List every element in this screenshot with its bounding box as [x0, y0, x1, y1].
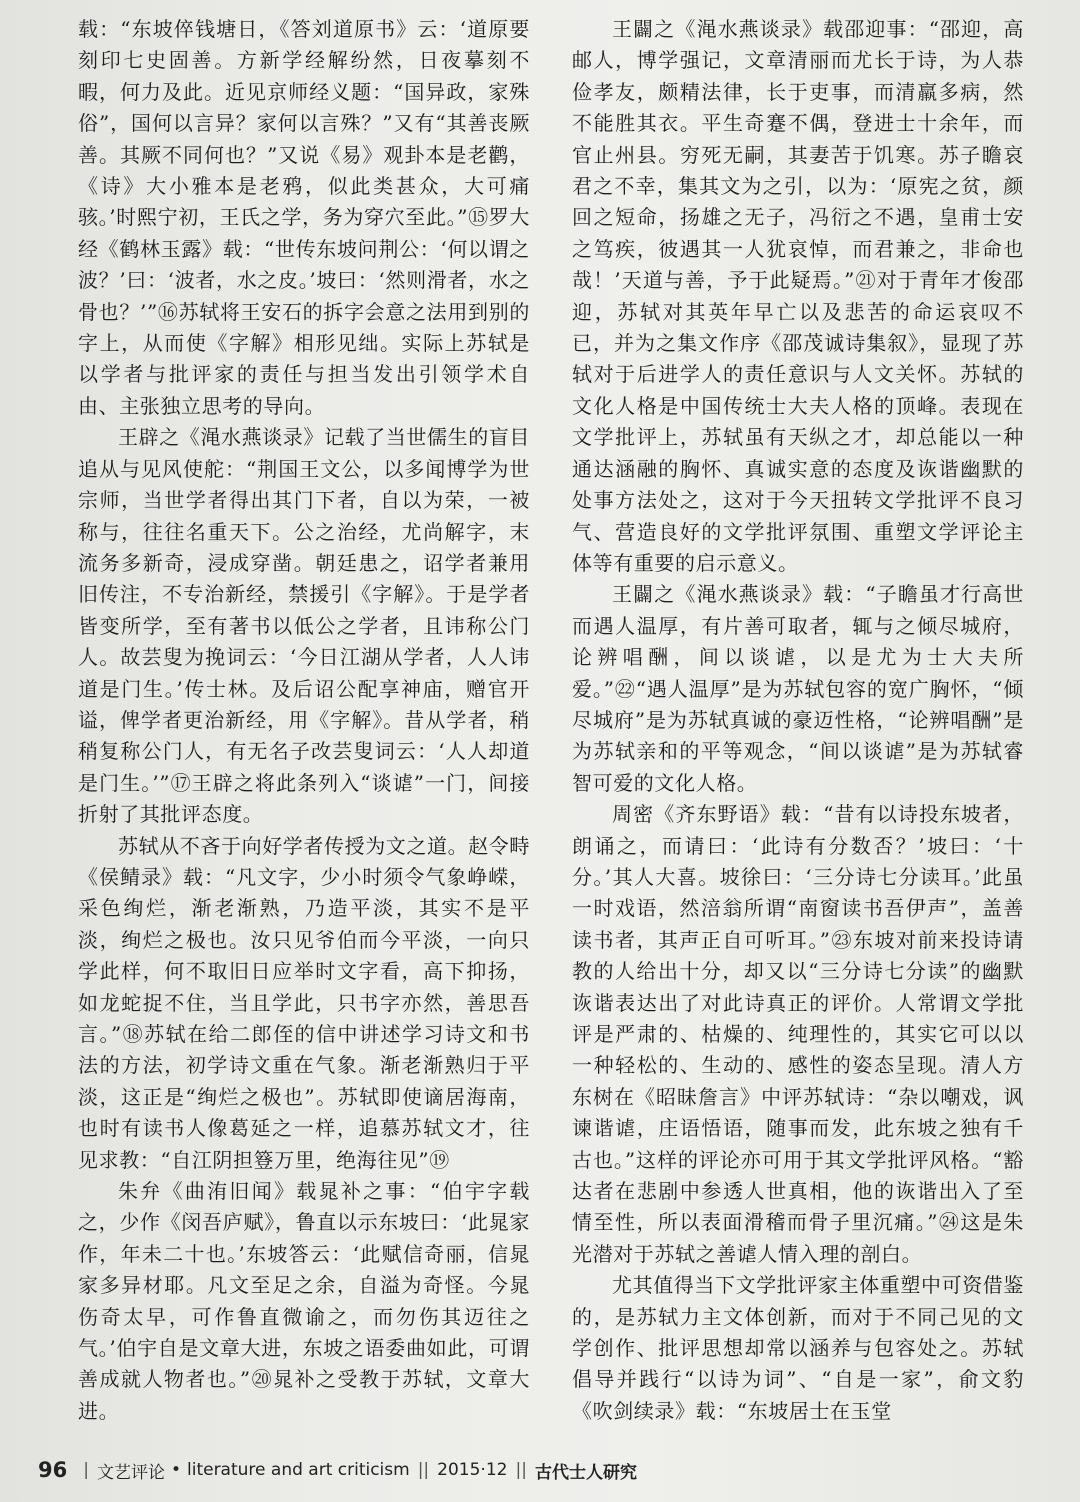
page-number: 96: [38, 1458, 68, 1482]
paragraph: 载：“东坡倅钱塘日，《答刘道原书》云：‘道原要刻印七史固善。方新学经解纷然，日夜摹刻不暇，何力及此。近见京师经义题：“国异政，家殊俗”，国何以言异？家何以言殊？”又有“其善丧厥善。其厥不同何也？”又说《易》观卦本是老鹳，《诗》大小雅本是老鸦，似此类甚众，大可痛骇。’时熙宁初，王氏之学，务为穿穴至此。”⑮罗大经《鹤林玉露》载：“世传东坡问荆公：‘何以谓之波？’曰：‘波者，水之皮。’坡曰：‘然则滑者，水之骨也？’”⑯苏轼将王安石的拆字会意之法用到别的字上，从而使《字解》相形见绌。实际上苏轼是以学者与批评家的责任与担当发出引领学术自由、主张独立思考的导向。: [78, 17, 530, 418]
divider: ||: [417, 1460, 430, 1480]
right-column: [572, 14, 1024, 1434]
paragraph: 周密《齐东野语》载：“昔有以诗投东坡者，朗诵之，而请曰：‘此诗有分数否？’坡曰：‘十分。’其人大喜。坡徐曰：‘三分诗七分读耳。’此虽一时戏语，然涪翁所谓“南窗读书吾伊声”，盖善读书者，其声正自可听耳。”㉓东坡对前来投诗请教的人给出十分，却又以“三分诗七分读”的幽默诙谐表达出了对此诗真正的评价。人常谓文学批评是严肃的、枯燥的、纯理性的，其实它可以以一种轻松的、生动的、感性的姿态呈现。清人方东树在《昭昧詹言》中评苏轼诗：“杂以嘲戏，讽谏谐谑，庄语悟语，随事而发，此东坡之独有千古也。”这样的评论亦可用于其文学批评风格。“豁达者在悲剧中参透人世真相，他的诙谐出入了至情至性，所以表面滑稽而骨子里沉痛。”㉔这是朱光潜对于苏轼之善谑人情入理的剖白。: [572, 802, 1024, 1266]
left-column: [78, 14, 530, 1434]
paragraph: 王闢之《渑水燕谈录》载：“子瞻虽才行高世而遇人温厚，有片善可取者，辄与之倾尽城府，论辨唱酬，间以谈谑，以是尤为士大夫所爱。”㉒“遇人温厚”是为苏轼包容的宽广胸怀，“倾尽城府”是为苏轼真诚的豪迈性格，“论辨唱酬”是为苏轼亲和的平等观念，“间以谈谑”是为苏轼睿智可爱的文化人格。: [572, 582, 1024, 795]
paragraph: 尤其值得当下文学批评家主体重塑中可资借鉴的，是苏轼力主文体创新，而对于不同己见的文学创作、批评思想却常以涵养与包容处之。苏轼倡导并践行“以诗为词”、“自是一家”，俞文豹《吹剑续录》载：“东坡居士在玉堂: [572, 1273, 1024, 1423]
page-footer: [38, 1455, 1038, 1485]
issue-number: 2015·12: [437, 1460, 508, 1480]
paragraph: 苏轼从不吝于向好学者传授为文之道。赵令畤《侯鲭录》载：“凡文字，少小时须令气象峥嵘，采色绚烂，渐老渐熟，乃造平淡，其实不是平淡，绚烂之极也。汝只见爷伯而今平淡，一向只学此样，何不取旧日应举时文字看，高下抑扬，如龙蛇捉不住，当且学此，只书字亦然，善思吾言。”⑱苏轼在给二郎侄的信中讲述学习诗文和书法的方法，初学诗文重在气象。渐老渐熟归于平淡，这正是“绚烂之极也”。苏轼即使谪居海南，也时有读书人像葛延之一样，追慕苏轼文才，往见求教：“自江阴担簦万里，绝海往见”⑲: [78, 833, 530, 1172]
paragraph: 王辟之《渑水燕谈录》记载了当世儒生的盲目追从与见风使舵：“荆国王文公，以多闻博学为世宗师，当世学者得出其门下者，自以为荣，一被称与，往往名重天下。公之治经，尤尚解字，末流务多新奇，浸成穿凿。朝廷患之，诏学者兼用旧传注，不专治新经，禁援引《字解》。于是学者皆变所学，至有著书以低公之学者，且讳称公门人。故芸叟为挽词云：‘今日江湖从学者，人人讳道是门生。’传士林。及后诏公配享神庙，赠官开谥，俾学者更治新经，用《字解》。昔从学者，稍稍复称公门人，有无名子改芸叟词云：‘人人却道是门生。’”⑰王辟之将此条列入“谈谑”一门，间接折射了其批评态度。: [78, 425, 530, 827]
journal-title-cn: 文艺评论: [96, 1462, 165, 1483]
journal-title-en: literature and art criticism: [187, 1460, 410, 1480]
paragraph: 王闢之《渑水燕谈录》载邵迎事：“邵迎，高邮人，博学强记，文章清丽而尤长于诗，为人恭俭孝友，颇精法律，长于吏事，而清羸多病，然不能胜其衣。平生奇蹇不偶，登进士十余年，而官止州县。穷死无嗣，其妻苦于饥寒。苏子瞻哀君之不幸，集其文为之引，以为：‘原宪之贫，颜回之短命，扬雄之无子，冯衍之不遇，皇甫士安之笃疾，彼遇其一人犹哀悼，而君兼之，非命也哉！’天道与善，予于此疑焉。”㉑对于青年才俊邵迎，苏轼对其英年早亡以及悲苦的命运哀叹不已，并为之集文作序《邵茂诚诗集叙》，显现了苏轼对于后进学人的责任意识与人文关怀。苏轼的文化人格是中国传统士大夫人格的顶峰。表现在文学批评上，苏轼虽有天纵之才，却总能以一种通达涵融的胸怀、真诚实意的态度及诙谐幽默的处事方法处之，这对于今天扭转文学批评不良习气、营造良好的文学批评氛围、重塑文学评论主体等有重要的启示意义。: [572, 17, 1024, 575]
paragraph: 朱弁《曲洧旧闻》载晁补之事：“伯宇字载之，少作《闵吾庐赋》，鲁直以示东坡曰：‘此晁家作，年未二十也。’东坡答云：‘此赋信奇丽，信晁家多异材耶。凡文至足之余，自溢为奇怪。今晁伤奇太早，可作鲁直微谕之，而勿伤其迈往之气。’伯宇自是文章大进，东坡之语委曲如此，可谓善成就人物者也。”⑳晁补之受教于苏轼，文章大进。: [78, 1179, 530, 1423]
divider: ||: [515, 1460, 527, 1480]
section-title: 古代士人研究: [534, 1462, 637, 1483]
divider: |: [83, 1460, 89, 1480]
title-dot: •: [170, 1460, 181, 1480]
